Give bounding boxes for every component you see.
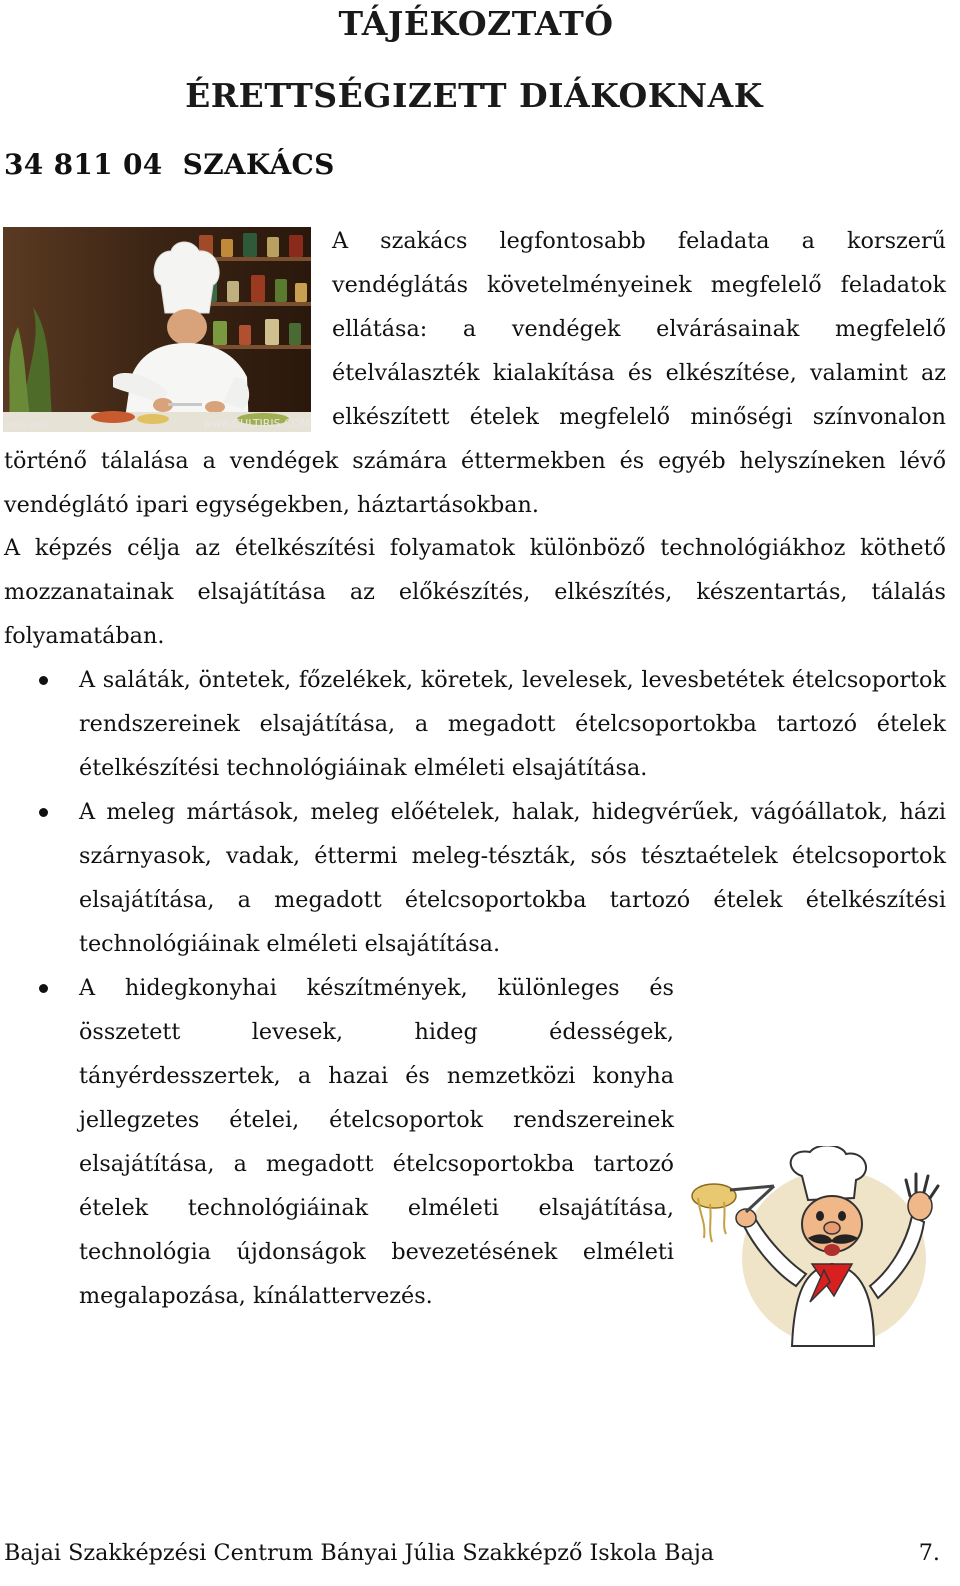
photo-watermark: www.CULTIRIS.COM — [203, 417, 310, 430]
intro-paragraph — [4, 219, 946, 527]
bullet-icon — [39, 676, 48, 685]
bullet-icon — [39, 808, 48, 817]
list-item-text: A saláták, öntetek, főzelékek, köretek, levelesek, levesbetétek ételcsoportok rendszereinek elsajátítása, a megadott ételcsoportokba tartozó ételek ételkészítési technológiáinak elméleti elsajátítása. — [79, 667, 946, 781]
list-item-text: A meleg mártások, meleg előételek, halak, hidegvérűek, vágóállatok, házi szárnyasok, vadak, éttermi meleg-tészták, sós tésztaételek ételcsoportok elsajátítása, a megadott ételcsoportokba tartozó ételek ételkészítési technológiáinak elméleti elsajátítása. — [79, 799, 946, 957]
list-item — [0, 790, 946, 966]
list-item-text: A hidegkonyhai készítmények, különleges és összetett levesek, hideg édességek, tányérdesszertek, a hazai és nemzetközi konyha jellegzetes ételei, ételcsoportok rendszereinek elsajátítása, a megadott ételcsoportokba tartozó ételek technológiáinak elméleti elsajátítása, technológia újdonságok bevezetésének elméleti megalapozása, kínálattervezés. — [79, 975, 674, 1309]
training-aim-paragraph: A képzés célja az ételkészítési folyamatok különböző technológiákhoz köthető mozzanatainak elsajátítása az előkészítés, elkészítés, készentartás, tálalás folyamatában. — [4, 535, 946, 649]
document-subtitle: ÉRETTSÉGIZETT DIÁKOKNAK — [185, 76, 763, 115]
footer-school-name: Bajai Szakképzési Centrum Bányai Júlia Szakképző Iskola Baja — [4, 1540, 715, 1566]
intro-text: A szakács legfontosabb feladata a korszerű vendéglátás követelményeinek megfelelő feladatok ellátása: a vendégek elvárásainak megfelelő ételválaszték kialakítása és elkészítése, valamint az elkészített ételek megfelelő minőségi színvonalon történő tálalása a vendégek számára éttermekben és egyéb helyszíneken lévő vendéglátó ipari egységekben, háztartásokban. — [4, 228, 946, 518]
page-footer — [4, 1538, 940, 1568]
photo-space — [4, 219, 332, 435]
page-number: 7. — [918, 1540, 940, 1566]
bullet-icon — [39, 984, 48, 993]
photo-id: IDF DIL-48377 — [7, 422, 50, 429]
course-heading: 34 811 04 SZAKÁCS — [4, 148, 335, 181]
list-item — [0, 658, 946, 790]
document-title: TÁJÉKOZTATÓ — [338, 4, 614, 43]
cartoon-chef-illustration — [684, 1146, 946, 1348]
